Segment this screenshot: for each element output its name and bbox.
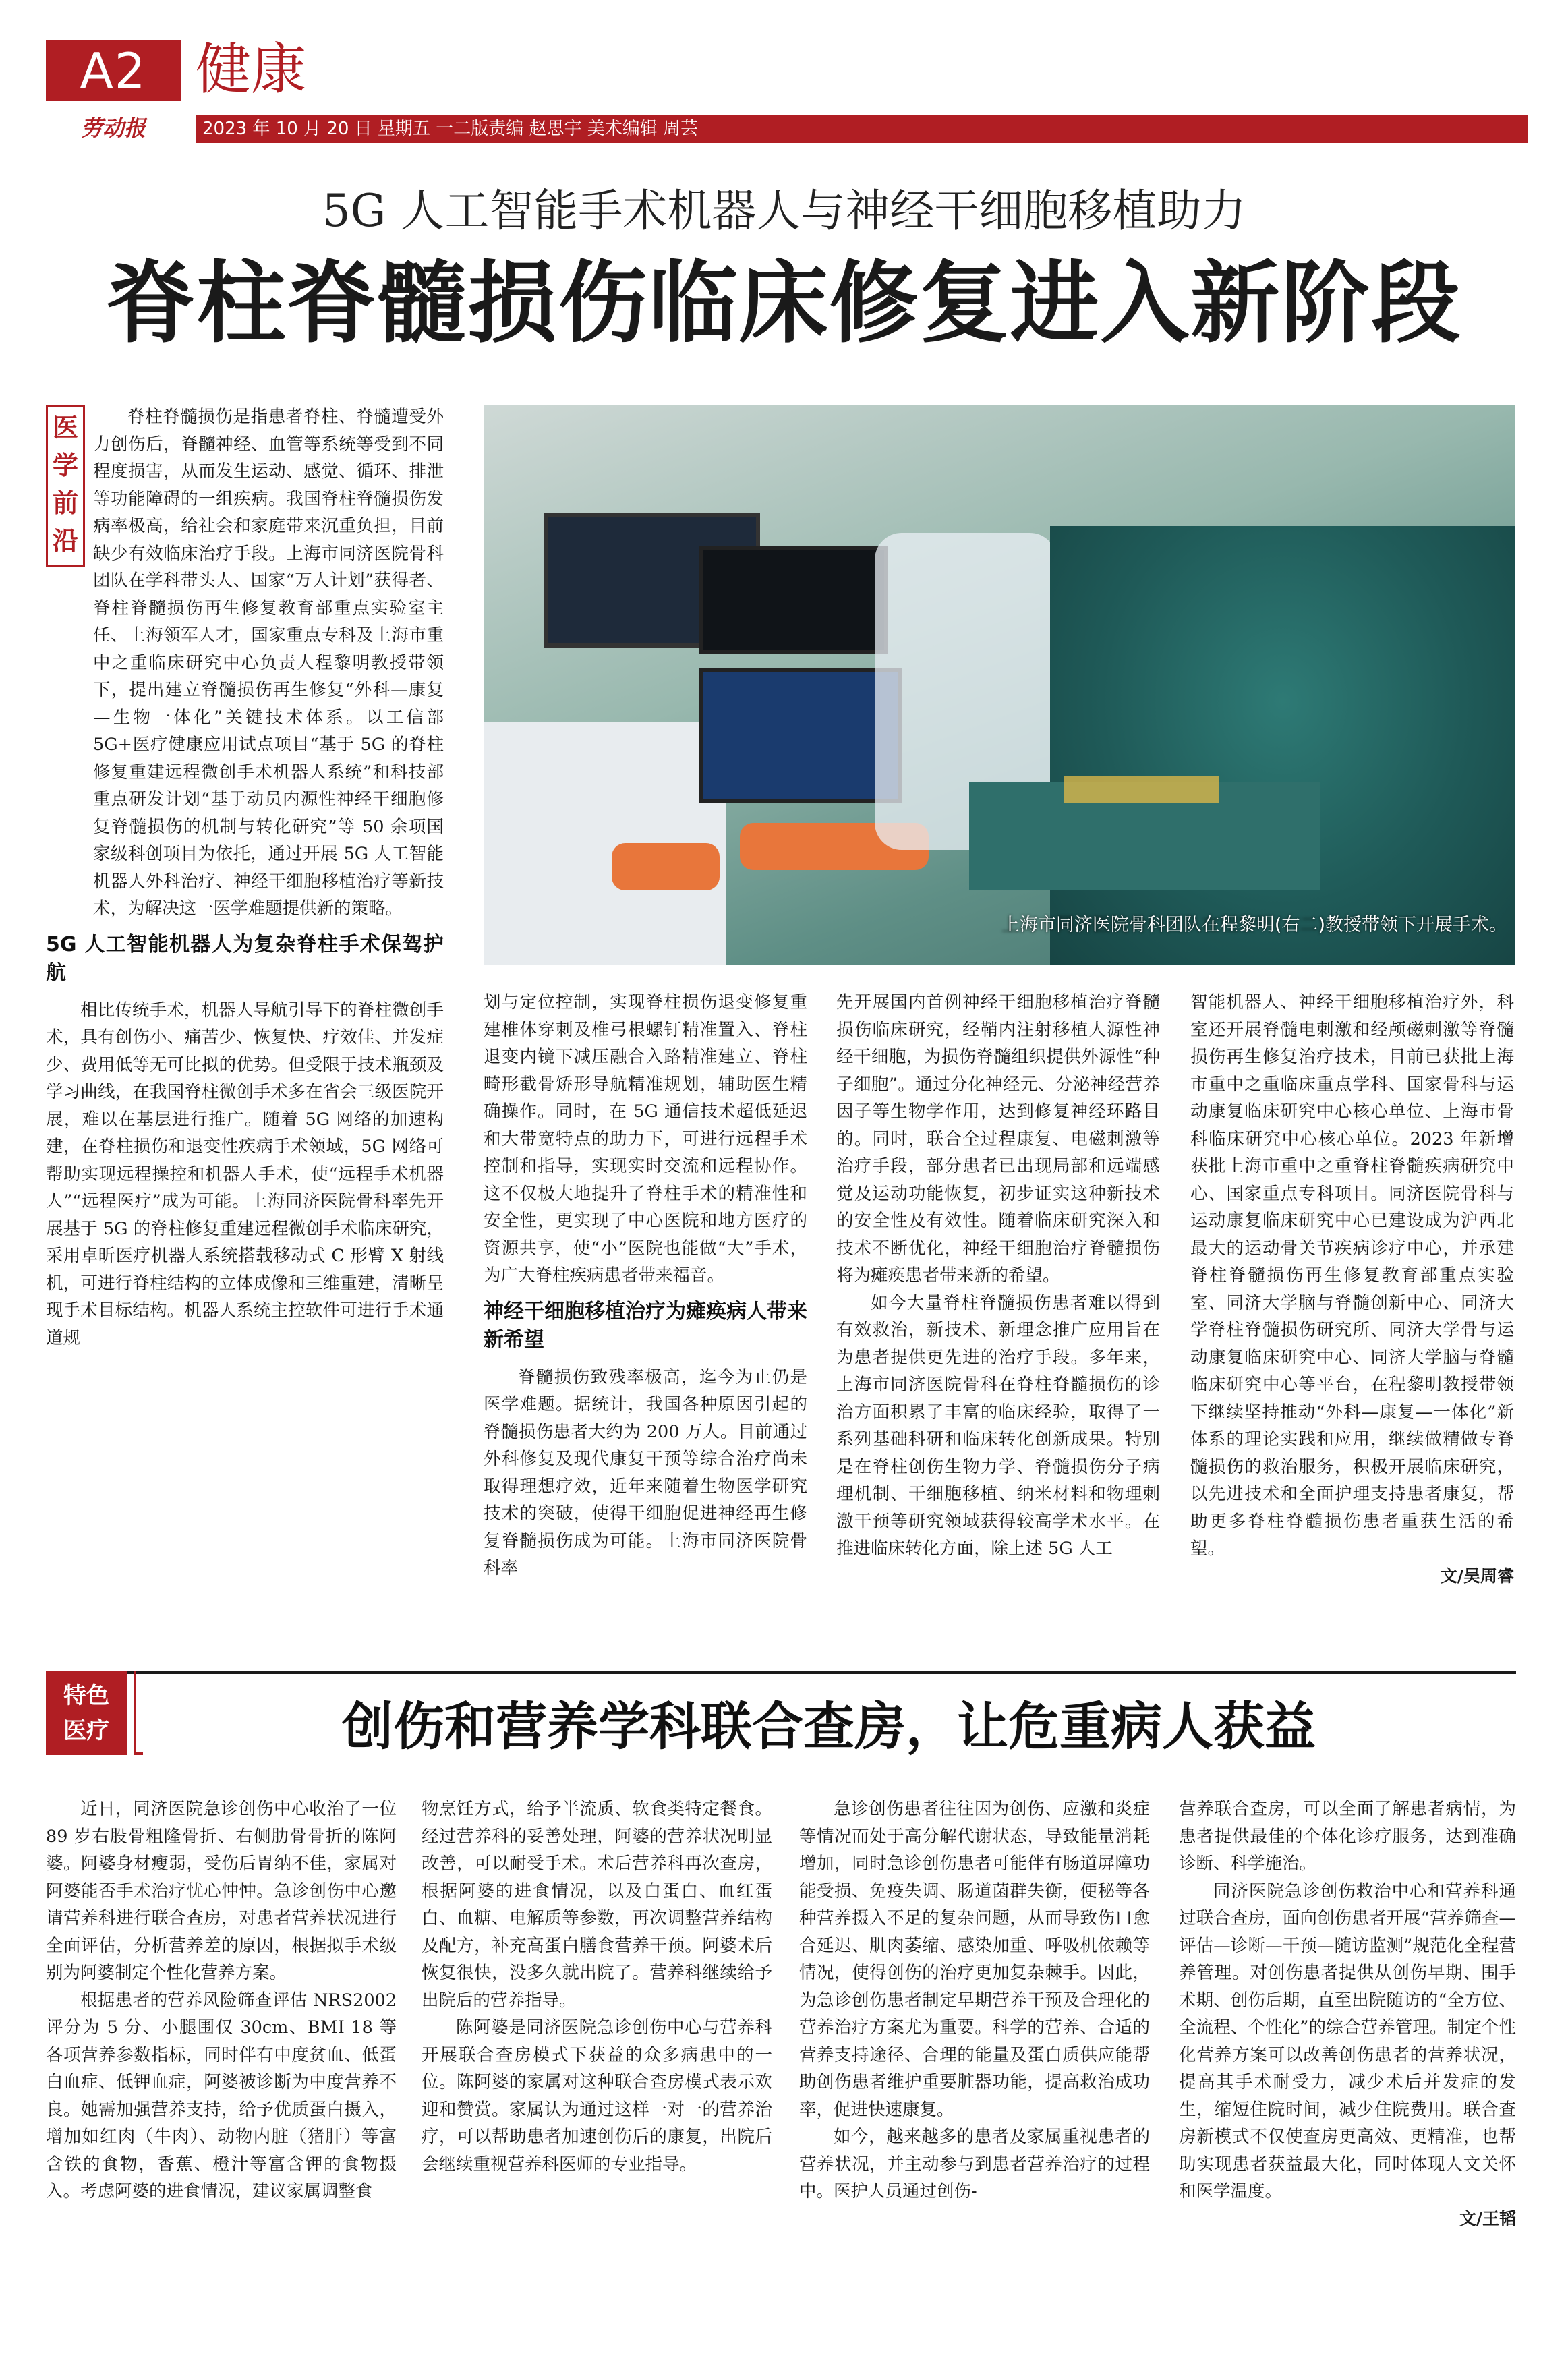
subheading: 神经干细胞移植治疗为瘫痪病人带来新希望 bbox=[484, 1299, 807, 1352]
newspaper-logo: 劳动报 bbox=[80, 115, 146, 141]
byline: 文/王韬 bbox=[1459, 2208, 1516, 2229]
section-divider bbox=[46, 1671, 1516, 1674]
paragraph: 如今大量脊柱脊髓损伤患者难以得到有效救治，新技术、新理念推广应用旨在为患者提供更先进的治疗手段。多年来，上海市同济医院骨科在脊柱脊髓损伤的诊治方面积累了丰富的临床经验，取得了一系列基础科研和临床转化创新成果。特别是在脊柱创伤生物力学、脊髓损伤分子病理机制、干细胞移植、纳米材料和物理刺激干预等研究领域获得较高学术水平。在推进临床转化方面，除上述 5G 人工 bbox=[836, 1292, 1160, 1559]
article1-column-3 bbox=[836, 989, 1160, 1563]
paragraph: 营养联合查房，可以全面了解患者病情，为患者提供最佳的个体化诊疗服务，达到准确诊断、科学施治。 bbox=[1179, 1799, 1516, 1874]
section-title: 健康 bbox=[196, 38, 307, 102]
byline: 文/吴周睿 bbox=[1440, 1565, 1514, 1586]
photo-monitor bbox=[699, 546, 888, 654]
article1-column-1 bbox=[46, 403, 444, 1352]
article1-column-2 bbox=[484, 989, 807, 1582]
article-subtitle: 5G 人工智能手术机器人与神经干细胞移植助力 bbox=[322, 185, 1246, 237]
paragraph: 智能机器人、神经干细胞移植治疗外，科室还开展脊髓电刺激和经颅磁刺激等脊髓损伤再生修复治疗技术，目前已获批上海市重中之重临床重点学科、国家骨科与运动康复临床研究中心核心单位、上海市骨科临床研究中心核心单位。2023 年新增获批上海市重中之重脊柱脊髓疾病研究中心、国家重点专科项目。同济医院骨科与运动康复临床研究中心已建设成为沪西北最大的运动骨关节疾病诊疗中心，并承建脊柱脊髓损伤再生修复教育部重点实验室、同济大学脑与脊髓创新中心、同济大学脊柱脊髓损伤研究所、同济大学骨与运动康复临床研究中心、同济大学脑与脊髓临床研究中心等平台，在程黎明教授带领下继续坚持推动“外科—康复—一体化”新体系的理论实践和应用，继续做精做专脊髓损伤的救治服务，积极开展临床研究，以先进技术和全面护理支持患者康复，帮助更多脊柱脊髓损伤患者重获生活的希望。 bbox=[1190, 992, 1514, 1559]
article2-column-1 bbox=[46, 1795, 397, 2206]
photo-surgical-team bbox=[1050, 526, 1515, 965]
paragraph: 脊髓损伤致残率极高，迄今为止仍是医学难题。据统计，我国各种原因引起的脊髓损伤患者大约为 200 万人。目前通过外科修复及现代康复干预等综合治疗尚未取得理想疗效，近年来随着生物医学研究技术的突破，使得干细胞促进神经再生修复脊髓损伤成为可能。上海市同济医院骨科率 bbox=[484, 1367, 807, 1578]
dateline: 2023 年 10 月 20 日 星期五 一二版责编 赵思宇 美术编辑 周芸 bbox=[202, 119, 698, 139]
feature-tag: 特色 医疗 bbox=[63, 1682, 109, 1744]
paragraph: 脊柱脊髓损伤是指患者脊柱、脊髓遭受外力创伤后，脊髓神经、血管等系统等受到不同程度损害，从而发生运动、感觉、循环、排泄等功能障碍的一组疾病。我国脊柱脊髓损伤发病率极高，给社会和家庭带来沉重负担，目前缺少有效临床治疗手段。上海市同济医院骨科团队在学科带头人、国家“万人计划”获得者、脊柱脊髓损伤再生修复教育部重点实验室主任、上海领军人才，国家重点专科及上海市重中之重临床研究中心负责人程黎明教授带领下，提出建立脊髓损伤再生修复“外科—康复—生物一体化”关键技术体系。以工信部 5G+医疗健康应用试点项目“基于 5G 的脊柱修复重建远程微创手术机器人系统”和科技部重点研发计划“基于动员内源性神经干细胞修复脊髓损伤的机制与转化研究”等 50 余项国家级科创项目为依托，通过开展 5G 人工智能机器人外科治疗、神经干细胞移植治疗等新技术，为解决这一医学难题提供新的策略。 bbox=[93, 407, 444, 919]
paragraph: 同济医院急诊创伤救治中心和营养科通过联合查房，面向创伤患者开展“营养筛查—评估—诊断—干预—随访监测”规范化全程营养管理。对创伤患者提供从创伤早期、围手术期、创伤后期，直至出院随访的“全方位、全流程、个性化”的综合营养管理。制定个性化营养方案可以改善创伤患者的营养状况，提高其手术耐受力，减少术后并发症的发生，缩短住院时间，减少住院费用。联合查房新模式不仅使查房更高效、更精准，也帮助实现患者获益最大化，同时体现人文关怀和医学温度。 bbox=[1179, 1880, 1516, 2202]
paragraph: 相比传统手术，机器人导航引导下的脊柱微创手术，具有创伤小、痛苦少、恢复快、疗效佳、并发症少、费用低等无可比拟的优势。但受限于技术瓶颈及学习曲线，在我国脊柱微创手术多在省会三级医院开展，难以在基层进行推广。随着 5G 网络的加速构建，在脊柱损伤和退变性疾病手术领域，5G 网络可帮助实现远程操控和机器人手术，使“远程手术机器人”“远程医疗”成为可能。上海同济医院骨科率先开展基于 5G 的脊柱修复重建远程微创手术临床研究，采用卓昕医疗机器人系统搭载移动式 C 形臂 X 射线机，可进行脊柱结构的立体成像和三维重建，清晰呈现手术目标结构。机器人系统主控软件可进行手术通道规 bbox=[46, 1000, 444, 1348]
paragraph: 划与定位控制，实现脊柱损伤退变修复重建椎体穿刺及椎弓根螺钉精准置入、脊柱退变内镜下减压融合入路精准建立、脊柱畸形截骨矫形导航精准规划，辅助医生精确操作。同时，在 5G 通信技术超低延迟和大带宽特点的助力下，可进行远程手术控制和指导，实现实时交流和远程协作。这不仅极大地提升了脊柱手术的精准性和安全性，更实现了中心医院和地方医疗的资源共享，使“小”医院也能做“大”手术，为广大脊柱疾病患者带来福音。 bbox=[484, 992, 807, 1286]
surgery-photo bbox=[484, 405, 1515, 965]
article2-column-2 bbox=[422, 1795, 772, 2178]
photo-surgical-field bbox=[1064, 776, 1219, 803]
subheading: 5G 人工智能机器人为复杂脊柱手术保驾护航 bbox=[46, 932, 444, 985]
paragraph: 如今，越来越多的患者及家属重视患者的营养状况，并主动参与到患者营养治疗的过程中。医护人员通过创伤- bbox=[799, 2127, 1150, 2202]
paragraph: 近日，同济医院急诊创伤中心收治了一位 89 岁右股骨粗隆骨折、右侧肋骨骨折的陈阿婆。阿婆身材瘦弱，受伤后胃纳不佳，家属对阿婆能否手术治疗忧心忡忡。急诊创伤中心邀请营养科进行联合查房，对患者营养状况进行全面评估，分析营养差的原因，根据拟手术级别为阿婆制定个性化营养方案。 bbox=[46, 1799, 397, 1983]
paragraph: 急诊创伤患者往往因为创伤、应激和炎症等情况而处于高分解代谢状态，导致能量消耗增加，同时急诊创伤患者可能伴有肠道屏障功能受损、免疫失调、肠道菌群失衡，便秘等各种营养摄入不足的复杂问题，从而导致伤口愈合延迟、肌肉萎缩、感染加重、呼吸机依赖等情况，使得创伤的治疗更加复杂棘手。因此，为急诊创伤患者制定早期营养干预及合理化的营养治疗方案尤为重要。科学的营养、合适的营养支持途径、合理的能量及蛋白质供应能帮助创伤患者维护重要脏器功能，提高救治成功率，促进快速康复。 bbox=[799, 1799, 1150, 2120]
paragraph: 先开展国内首例神经干细胞移植治疗脊髓损伤临床研究，经鞘内注射移植人源性神经干细胞，为损伤脊髓组织提供外源性“种子细胞”。通过分化神经元、分泌神经营养因子等生物学作用，达到修复神经环路目的。同时，联合全过程康复、电磁刺激等治疗手段，部分患者已出现局部和远端感觉及运动功能恢复，初步证实这种新技术的安全性及有效性。随着临床研究深入和技术不断优化，神经干细胞治疗脊髓损伤将为瘫痪患者带来新的希望。 bbox=[836, 992, 1160, 1286]
article2-column-3 bbox=[799, 1795, 1150, 2206]
paragraph: 物烹饪方式，给予半流质、软食类特定餐食。经过营养科的妥善处理，阿婆的营养状况明显改善，可以耐受手术。术后营养科再次查房，根据阿婆的进食情况，以及白蛋白、血红蛋白、血糖、电解质等参数，再次调整营养结构及配方，补充高蛋白膳食营养干预。阿婆术后恢复很快，没多久就出院了。营养科继续给予出院后的营养指导。 bbox=[422, 1799, 772, 2011]
article1-column-4 bbox=[1190, 989, 1514, 1590]
paragraph: 根据患者的营养风险筛查评估 NRS2002 评分为 5 分、小腿围仅 30cm、BMI 18 等各项营养参数指标，同时伴有中度贫血、低蛋白血症、低钾血症，阿婆被诊断为中度营养不良。她需加强营养支持，给予优质蛋白摄入，增加如红肉（牛肉）、动物内脏（猪肝）等富含铁的食物，香蕉、橙汁等富含钾的食物摄入。考虑阿婆的进食情况，建议家属调整食 bbox=[46, 1990, 397, 2202]
photo-caption: 上海市同济医院骨科团队在程黎明(右二)教授带领下开展手术。 bbox=[1001, 915, 1507, 936]
article2-headline: 创伤和营养学科联合查房，让危重病人获益 bbox=[342, 1696, 1316, 1756]
photo-monitor bbox=[699, 668, 902, 803]
page-number: A2 bbox=[80, 42, 147, 99]
article2-column-4 bbox=[1179, 1795, 1516, 2233]
column-label: 医 学 前 沿 bbox=[52, 413, 78, 556]
paragraph: 陈阿婆是同济医院急诊创伤中心与营养科开展联合查房模式下获益的众多病患中的一位。陈阿婆的家属对这种联合查房模式表示欢迎和赞赏。家属认为通过这样一对一的营养治疗，可以帮助患者加速创伤后的康复，出院后会继续重视营养科医师的专业指导。 bbox=[422, 2017, 772, 2175]
article-headline: 脊柱脊髓损伤临床修复进入新阶段 bbox=[106, 252, 1462, 355]
photo-robot-arm bbox=[612, 843, 720, 890]
